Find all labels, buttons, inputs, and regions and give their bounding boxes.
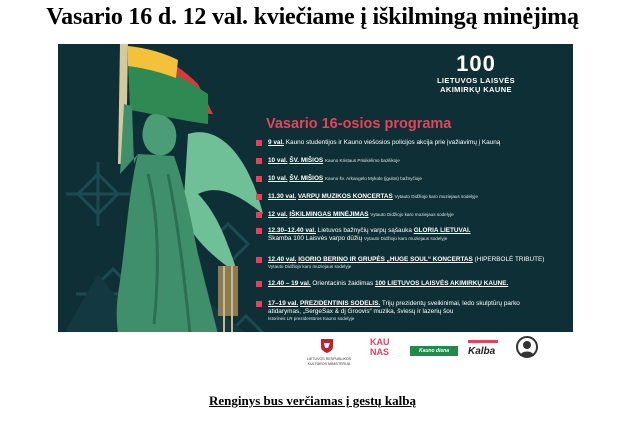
portrait-icon xyxy=(518,338,536,356)
sponsor-logos: LIETUVOS RESPUBLIKOS KULTŪROS MINISTERIJA KAUNAS Kauno diena Kalba xyxy=(58,332,573,375)
bullet-icon xyxy=(256,194,262,200)
brand-line-2: AKIMIRKŲ KAUNE xyxy=(440,85,512,94)
event-poster: 100 LIETUVOS LAISVĖS AKIMIRKŲ KAUNE Vasario 16-osios programa 9 val. Kauno studentijos ir Kauno viešosios policijos akcija prie įvažiavimų į Kauną 10 val. ŠV. MIŠIOS Kauno Kristaus Prisikėlimo bazilikoje 10 val. ŠV. MIŠIOS Kauno šv. Arkangelo Mykolo (įgulos) bažnyčioje 11.30 val. VARPŲ MUZIKOS KONCERTAS Vytauto Didžiojo karo muziejaus sodelyje 12 val. IŠKILMINGAS MINĖJIMAS Vytauto Didžiojo karo muziejaus sodelyje 12.30–12.40 val. Lietuvos bažnyčių varpų sąšauka GLORIA LIETUVAI. Skamba 100 Laisvės varpo dūžių Vytauto Didžiojo karo muziejaus sodelyje 12.40 val. IGORIO BERINO IR GRUPĖS „HUGE SOUL“ KONCERTAS (HIPERBOLĖ TRIBUTE) Vytauto Didžiojo karo muziejaus sodelyje 12.40 – 19 val. Orientacinis žaidimas 100 LIETUVOS LAISVĖS AKIMIRKŲ KAUNE. 17–19 val. PREZIDENTINIS SODELIS. Trijų prezidentų sveikinimai, ledo skulptūrų parko atidarymas, „SergeSax & dj Groovis“ muzika, šviesų ir lazerių šou Istorinės LR prezidentūros Kauno sodelyje LIETUVOS RESPUBLIKOS KULTŪROS MINISTERIJA KAUNAS Kauno diena Kalba xyxy=(58,44,573,375)
brand-number: 100 xyxy=(456,51,496,76)
bullet-icon xyxy=(256,176,262,182)
coat-of-arms-icon xyxy=(320,338,334,354)
brand-100-logo xyxy=(411,52,541,94)
brand-line-1: LIETUVOS LAISVĖS xyxy=(436,76,516,85)
bullet-icon xyxy=(256,228,262,234)
bullet-icon xyxy=(256,140,262,146)
kalba-logo: Kalba xyxy=(468,340,504,366)
kauno-diena-logo: Kauno diena xyxy=(410,346,458,356)
museum-logo xyxy=(516,336,538,358)
bullet-icon xyxy=(256,301,262,307)
footer-note: Renginys bus verčiamas į gestų kalbą xyxy=(209,393,416,408)
bullet-icon xyxy=(256,281,262,287)
bullet-icon xyxy=(256,257,262,263)
program-title: Vasario 16-osios programa xyxy=(266,116,452,132)
headline: Vasario 16 d. 12 val. kviečiame į iškilmingą minėjimą xyxy=(46,4,579,30)
bullet-icon xyxy=(256,212,262,218)
bullet-icon xyxy=(256,158,262,164)
kaunas-logo: KAUNAS xyxy=(370,337,390,357)
statue-of-liberty-figure xyxy=(58,44,268,375)
